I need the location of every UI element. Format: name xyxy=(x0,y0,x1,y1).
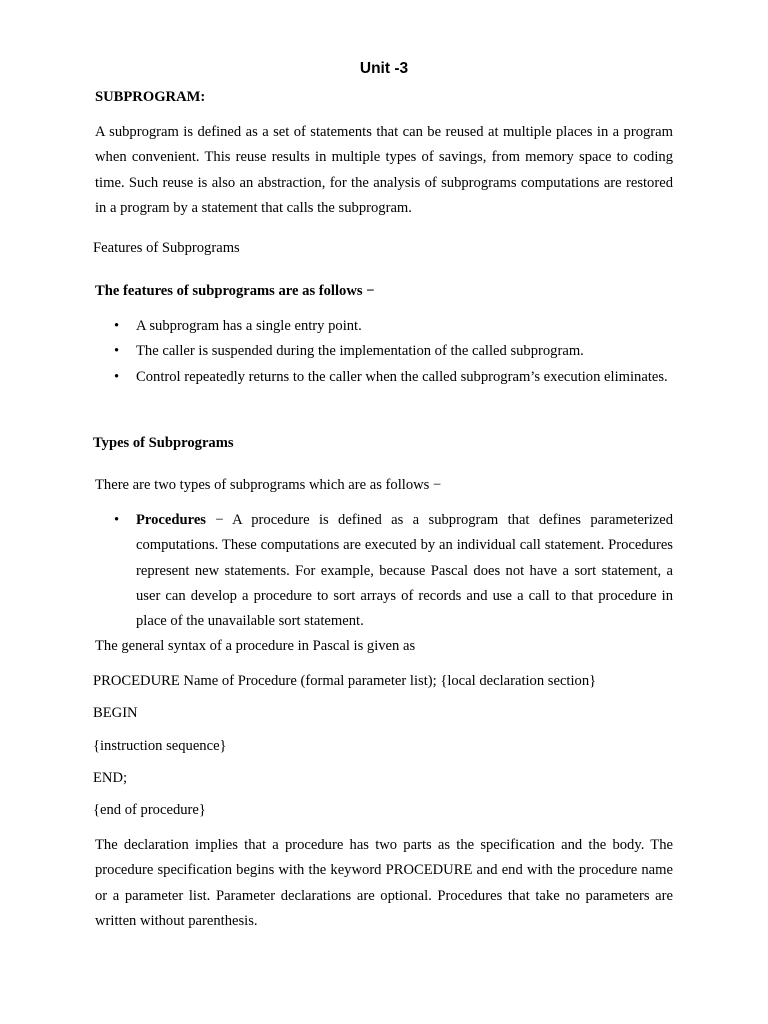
types-intro: There are two types of subprograms which are as follows − xyxy=(95,477,442,493)
syntax-line: END; xyxy=(93,770,128,786)
procedures-term: Procedures xyxy=(136,512,206,528)
features-list xyxy=(95,314,673,390)
list-item: • The caller is suspended during the implementation of the called subprogram. xyxy=(95,339,673,364)
features-intro: The features of subprograms are as follows − xyxy=(95,283,375,299)
procedures-description: − A procedure is defined as a subprogram that defines parameterized computations. These computations are executed by an individual call statement. Procedures represent new statements. For example, because Pascal does not have a sort statement, a user can develop a procedure to sort arrays of records and use a call to that procedure in place of the unavailable sort statement. xyxy=(136,512,673,630)
subprogram-heading: SUBPROGRAM: xyxy=(95,89,206,105)
features-title: Features of Subprograms xyxy=(93,240,240,256)
syntax-line: BEGIN xyxy=(93,705,138,721)
types-list xyxy=(95,508,673,634)
syntax-intro: The general syntax of a procedure in Pascal is given as xyxy=(95,638,416,654)
declaration-paragraph: The declaration implies that a procedure has two parts as the specification and the body. The procedure specification begins with the keyword PROCEDURE and end with the procedure name or a parameter list. Parameter declarations are optional. Procedures that take no parameters are written without parenthesis. xyxy=(95,837,673,929)
list-item: • A subprogram has a single entry point. xyxy=(95,314,673,339)
syntax-line: {instruction sequence} xyxy=(93,738,227,754)
list-item: • Control repeatedly returns to the caller when the called subprogram’s execution eliminates. xyxy=(95,365,673,390)
types-heading: Types of Subprograms xyxy=(93,435,234,451)
syntax-line: {end of procedure} xyxy=(93,802,206,818)
unit-title: Unit -3 xyxy=(359,60,409,77)
list-item xyxy=(95,508,673,634)
syntax-line: PROCEDURE Name of Procedure (formal parameter list); {local declaration section} xyxy=(93,673,597,689)
intro-paragraph: A subprogram is defined as a set of statements that can be reused at multiple places in a program when convenient. This reuse results in multiple types of savings, from memory space to coding time. Such reuse is also an abstraction, for the analysis of subprograms computations are restored in a program by a statement that calls the subprogram. xyxy=(95,124,673,216)
